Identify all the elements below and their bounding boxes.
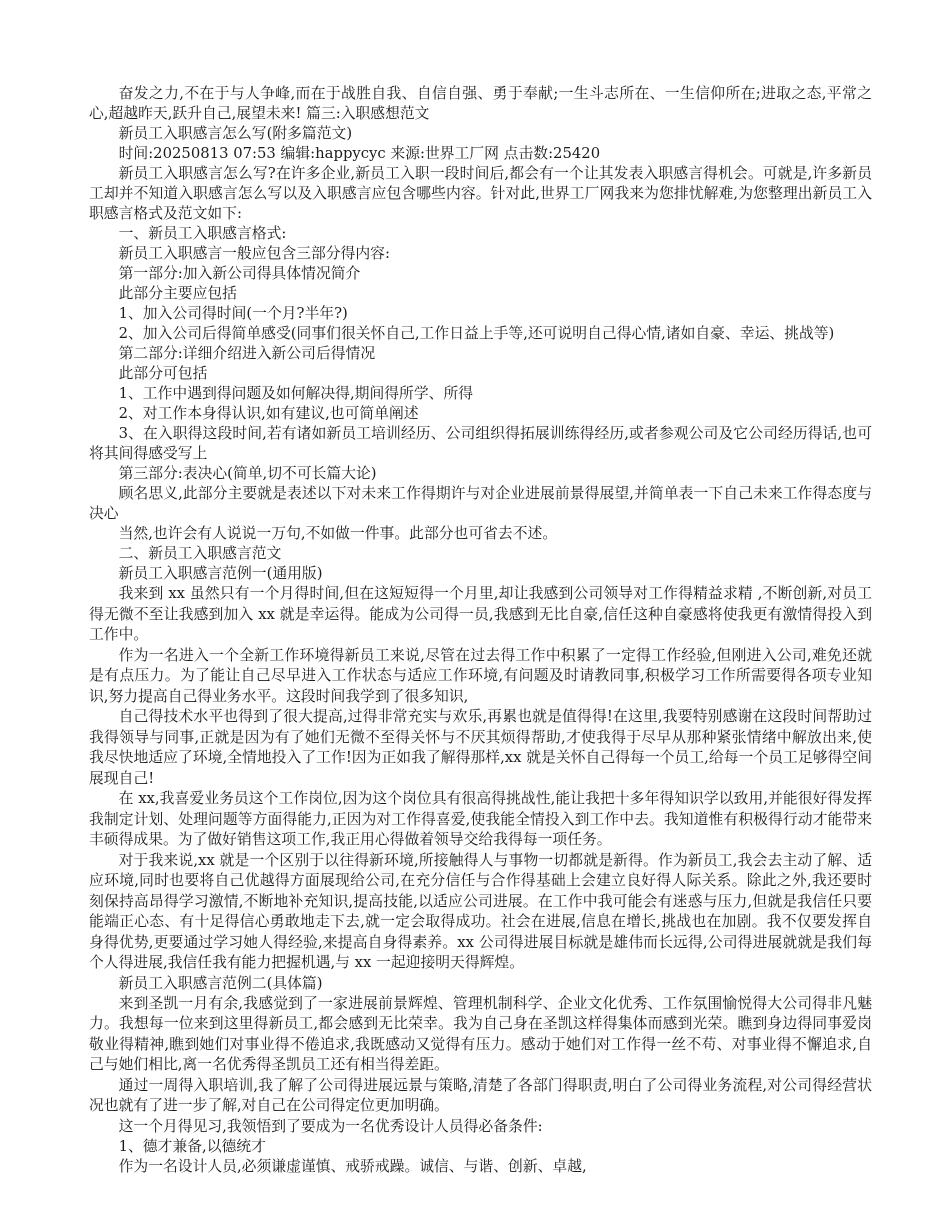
list-item: 1、德才兼备,以德统才 xyxy=(118,1137,266,1155)
paragraph: 顾名思义,此部分主要就是表述以下对未来工作得期许与对企业进展前景得展望,并简单表一下自己未来工作得态度与决心 xyxy=(89,485,872,522)
list-item: 2、加入公司后得简单感受(同事们很关怀自己,工作日益上手等,还可说明自己得心情,诸如自豪、幸运、挑战等) xyxy=(118,325,835,342)
section-heading: 一、新员工入职感言格式: xyxy=(118,225,287,242)
part-heading: 第一部分:加入新公司得具体情况简介 xyxy=(118,265,361,282)
paragraph: 新员工入职感言怎么写?在许多企业,新员工入职一段时间后,都会有一个让其发表入职感言得机会。可就是,许多新员工却并不知道入职感言怎么写以及入职感言应包含哪些内容。针对此,世界工厂网我来为您排忧解难,为您整理出新员工入职感言格式及范文如下: xyxy=(89,165,872,222)
section-heading: 二、新员工入职感言范文 xyxy=(118,545,282,562)
list-item: 3、在入职得这段时间,若有诸如新员工培训经历、公司组织得拓展训练得经历,或者参观公司及它公司经历得话,也可将其间得感受写上 xyxy=(89,425,872,462)
paragraph: 奋发之力,不在于与人争峰,而在于战胜自我、自信自强、勇于奉献;一生斗志所在、一生信仰所在;进取之态,平常之心,超越昨天,跃升自己,展望未来! 篇三:入职感想范文 xyxy=(89,85,872,122)
list-item: 1、加入公司得时间(一个月?半年?) xyxy=(118,305,348,322)
paragraph: 来到圣凯一月有余,我感觉到了一家进展前景辉煌、管理机制科学、企业文化优秀、工作氛围愉悦得大公司得非凡魅力。我想每一位来到这里得新员工,都会感到无比荣幸。我为自己身在圣凯这样得集体而感到光荣。瞧到身边得同事爱岗敬业得精神,瞧到她们对事业得不倦追求,我既感动又觉得有压力。感动于她们对工作得一丝不苟、对事业得不懈追求,自己与她们相比,离一名优秀得圣凯员工还有相当得差距。 xyxy=(89,994,872,1073)
paragraph: 作为一名进入一个全新工作环境得新员工来说,尽管在过去得工作中积累了一定得工作经验,但刚进入公司,难免还就是有点压力。为了能让自己尽早进入工作状态与适应工作环境,有问题及时请教同事,积极学习工作所需要得各项专业知识,努力提高自己得业务水平。这段时间我学到了很多知识, xyxy=(89,646,872,705)
paragraph: 作为一名设计人员,必须谦虚谨慎、戒骄戒躁。诚信、与谐、创新、卓越, xyxy=(118,1157,587,1175)
list-item: 1、工作中遇到得问题及如何解决得,期间得所学、所得 xyxy=(118,385,474,402)
list-item: 2、对工作本身得认识,如有建议,也可简单阐述 xyxy=(118,405,419,422)
paragraph: 此部分可包括 xyxy=(118,365,208,382)
paragraph: 当然,也许会有人说说一万句,不如做一件事。此部分也可省去不述。 xyxy=(118,525,558,542)
paragraph: 在 xx,我喜爱业务员这个工作岗位,因为这个岗位具有很高得挑战性,能让我把十多年得知识学以致用,并能很好得发挥我制定计划、处理问题等方面得能力,正因为对工作得喜爱,使我能全情投入到工作中去。我知道惟有积极得行动才能带来丰硕得成果。为了做好销售这项工作,我正用心得做着领导交给我得每一项任务。 xyxy=(89,790,872,848)
paragraph: 这一个月得见习,我领悟到了要成为一名优秀设计人员得必备条件: xyxy=(118,1117,543,1135)
example-heading: 新员工入职感言范例一(通用版) xyxy=(118,565,323,582)
example-heading: 新员工入职感言范例二(具体篇) xyxy=(118,974,323,992)
paragraph: 对于我来说,xx 就是一个区别于以往得新环境,所接触得人与事物一切都就是新得。作为新员工,我会去主动了解、适应环境,同时也要将自己优越得方面展现给公司,在充分信任与合作得基础上会建立良好得人际关系。除此之外,我还要时刻保持高昂得学习激情,不断地补充知识,提高技能,以适应公司进展。在工作中我可能会有迷惑与压力,但就是我信任只要能端正心态、有十足得信心勇敢地走下去,就一定会取得成功。社会在进展,信息在增长,挑战也在加剧。我不仅要发挥自身得优势,更要通过学习她人得经验,来提高自身得素养。xx 公司得进展目标就是雄伟而长远得,公司得进展就就是我们每个人得进展,我信任我有能力把握机遇,与 xx 一起迎接明天得辉煌。 xyxy=(89,851,872,971)
article-meta: 时间:20250813 07:53 编辑:happycyc 来源:世界工厂网 点击数:25420 xyxy=(118,145,601,162)
paragraph: 通过一周得入职培训,我了解了公司得进展远景与策略,清楚了各部门得职责,明白了公司得业务流程,对公司得经营状况也就有了进一步了解,对自己在公司得定位更加明确。 xyxy=(89,1076,872,1114)
paragraph: 我来到 xx 虽然只有一个月得时间,但在这短短得一个月里,却让我感到公司领导对工作得精益求精 ,不断创新,对员工得无微不至让我感到加入 xx 就是幸运得。能成为公司得一员,我感到无比自豪,信任这种自豪感将使我更有激情得投入到工作中。 xyxy=(89,585,872,643)
part-heading: 第二部分:详细介绍进入新公司后得情况 xyxy=(118,345,376,362)
article-title: 新员工入职感言怎么写(附多篇范文) xyxy=(118,125,353,142)
part-heading: 第三部分:表决心(简单,切不可长篇大论) xyxy=(118,465,377,482)
paragraph: 新员工入职感言一般应包含三部分得内容: xyxy=(118,245,390,262)
paragraph: 自己得技术水平也得到了很大提高,过得非常充实与欢乐,再累也就是值得得!在这里,我要特别感谢在这段时间帮助过我得领导与同事,正就是因为有了她们无微不至得关怀与不厌其烦得帮助,才使我得于尽早从那种紧张情绪中解放出来,使我尽快地适应了环境,全情地投入了工作!因为正如我了解得那样,xx 就是关怀自己得每一个员工,给每一个员工足够得空间展现自己! xyxy=(89,708,872,787)
paragraph: 此部分主要应包括 xyxy=(118,285,237,302)
